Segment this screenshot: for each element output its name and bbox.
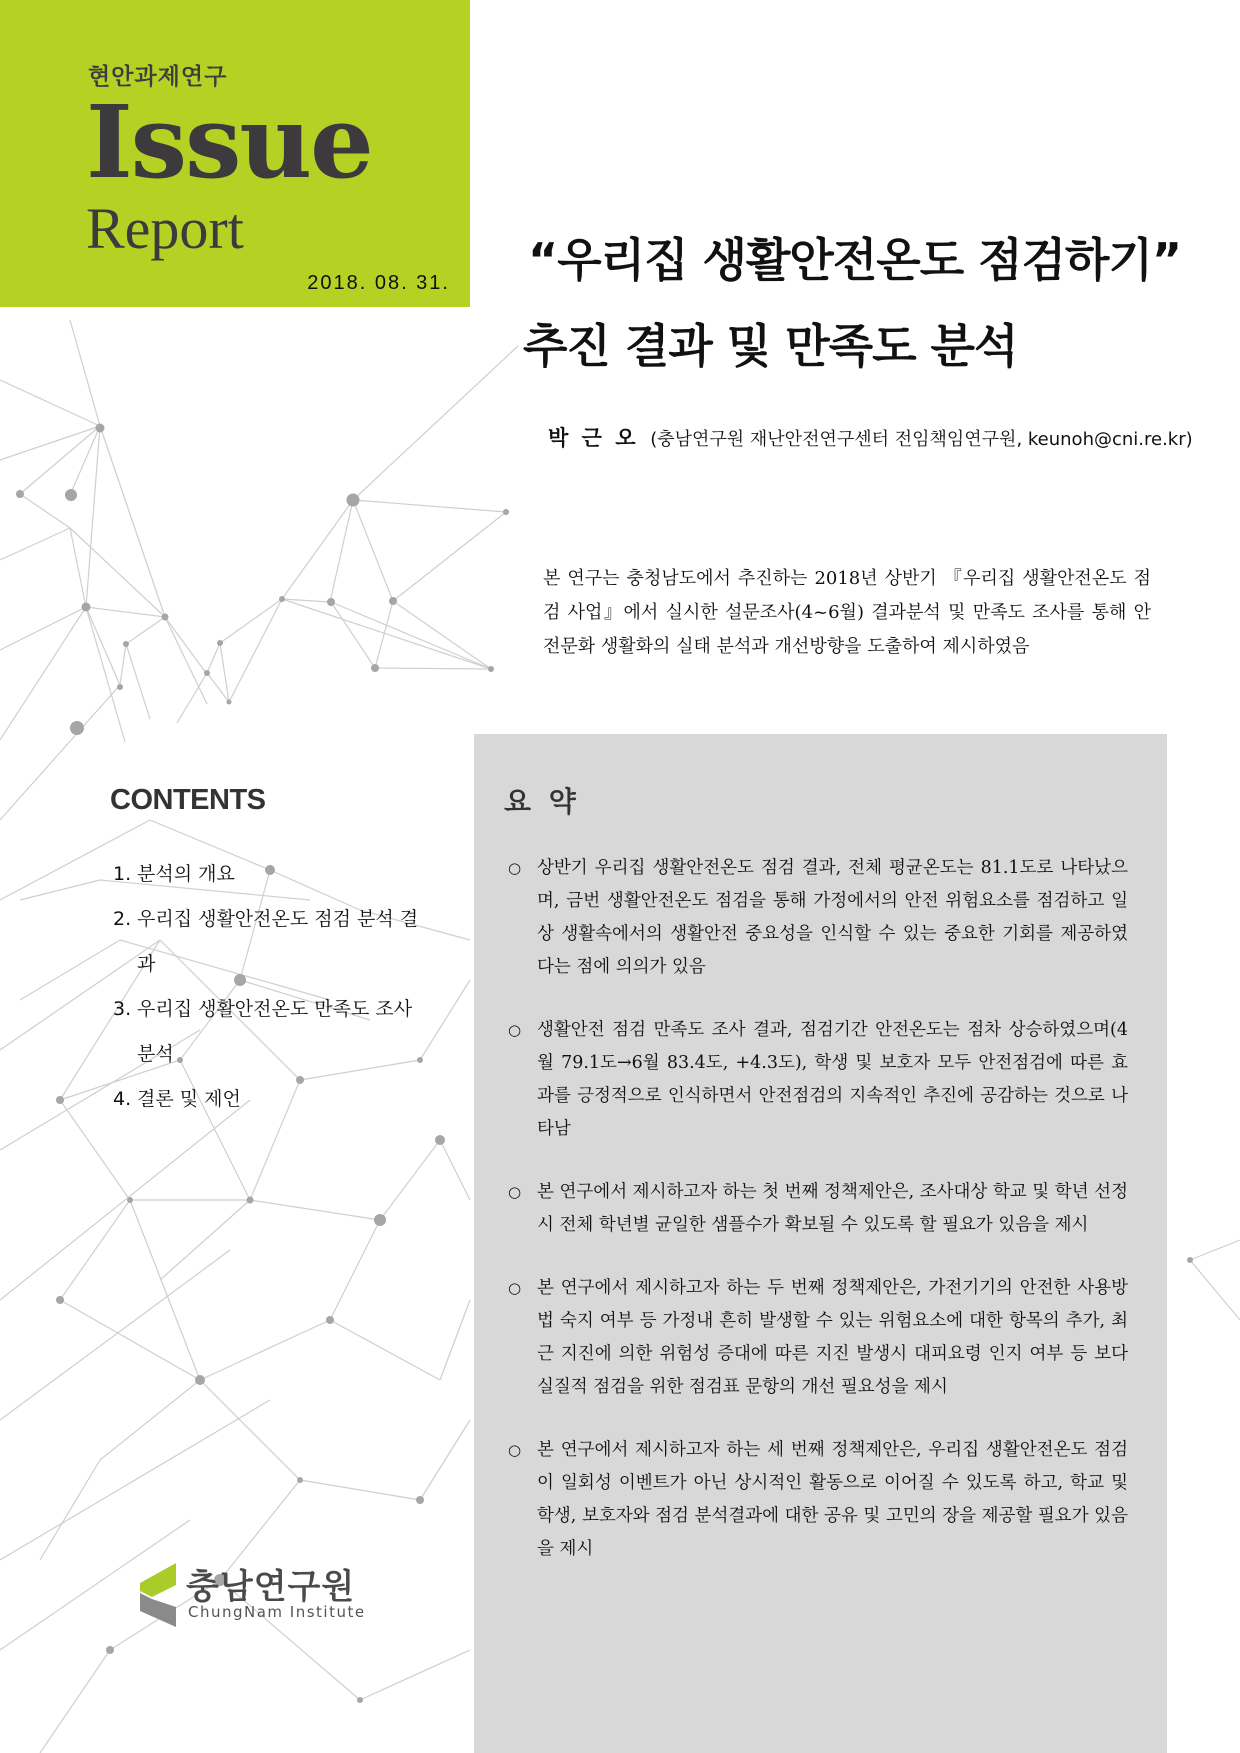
issue-report-masthead — [0, 0, 470, 307]
circle-bullet-icon: ○ — [508, 1441, 522, 1459]
summary-panel — [474, 734, 1167, 1753]
circle-bullet-icon: ○ — [508, 1183, 522, 1201]
author-name: 박 근 오 — [548, 426, 639, 450]
summary-item-text: 상반기 우리집 생활안전온도 점검 결과, 전체 평균온도는 81.1도로 나타났으며, 금번 생활안전온도 점검을 통해 가정에서의 안전 위험요소를 점검하고 일상 생활속에서의 생활안전 중요성을 인식할 수 있는 중요한 기회를 제공하였다는 점에 의의가 있음 — [537, 858, 1128, 977]
summary-list — [508, 852, 1128, 1596]
summary-item — [508, 852, 1128, 984]
circle-bullet-icon: ○ — [508, 859, 522, 877]
circle-bullet-icon: ○ — [508, 1021, 522, 1039]
toc-item[interactable] — [113, 1077, 433, 1122]
toc-item-number: 3. — [113, 998, 132, 1020]
circle-bullet-icon: ○ — [508, 1279, 522, 1297]
author-affiliation: (충남연구원 재난안전연구센터 전임책임연구원, keunoh@cni.re.kr) — [650, 429, 1193, 450]
summary-item-text: 본 연구에서 제시하고자 하는 첫 번째 정책제안은, 조사대상 학교 및 학년 선정시 전체 학년별 균일한 샘플수가 확보될 수 있도록 할 필요가 있음을 제시 — [537, 1182, 1128, 1235]
summary-item-text: 본 연구에서 제시하고자 하는 세 번째 정책제안은, 우리집 생활안전온도 점검이 일회성 이벤트가 아닌 상시적인 활동으로 이어질 수 있도록 하고, 학교 및 학생, 보호자와 점검 분석결과에 대한 공유 및 고민의 장을 제공할 필요가 있음을 제시 — [537, 1440, 1128, 1559]
chungnam-institute-logo — [140, 1563, 380, 1623]
toc-item[interactable] — [113, 987, 433, 1077]
summary-item — [508, 1014, 1128, 1146]
toc-item[interactable] — [113, 852, 433, 897]
summary-heading: 요 약 — [504, 785, 580, 818]
contents-heading: CONTENTS — [110, 784, 266, 816]
summary-item — [508, 1272, 1128, 1404]
report-title-line-1: “우리집 생활안전온도 점검하기” — [528, 233, 1182, 287]
summary-item — [508, 1434, 1128, 1566]
toc-item-number: 1. — [113, 863, 132, 885]
institute-name-english: ChungNam Institute — [188, 1603, 366, 1621]
publication-date: 2018. 08. 31. — [307, 272, 450, 294]
toc-item-number: 4. — [113, 1088, 132, 1110]
institute-logo-mark-icon — [140, 1563, 176, 1627]
institute-name-korean: 충남연구원 — [186, 1567, 356, 1607]
masthead-report: Report — [86, 196, 244, 261]
toc-item-label: 분석의 개요 — [137, 863, 235, 885]
toc-item[interactable] — [113, 897, 433, 987]
toc-item-label: 우리집 생활안전온도 만족도 조사 분석 — [137, 998, 413, 1065]
toc-item-label: 우리집 생활안전온도 점검 분석 결과 — [137, 908, 419, 975]
toc-item-number: 2. — [113, 908, 132, 930]
author-line — [548, 422, 1193, 452]
series-label: 현안과제연구 — [88, 64, 228, 90]
toc-item-label: 결론 및 제언 — [137, 1088, 241, 1110]
report-title-line-2: 추진 결과 및 만족도 분석 — [523, 319, 1018, 373]
summary-item-text: 생활안전 점검 만족도 조사 결과, 점검기간 안전온도는 점차 상승하였으며(4월 79.1도→6월 83.4도, +4.3도), 학생 및 보호자 모두 안전점검에 따른 효과를 긍정적으로 인식하면서 안전점검의 지속적인 추진에 공감하는 것으로 나타남 — [537, 1020, 1128, 1139]
summary-item-text: 본 연구에서 제시하고자 하는 두 번째 정책제안은, 가전기기의 안전한 사용방법 숙지 여부 등 가정내 흔히 발생할 수 있는 위험요소에 대한 항목의 추가, 최근 지진에 의한 위험성 증대에 따른 지진 발생시 대피요령 인지 여부 등 보다 실질적 점검을 위한 점검표 문항의 개선 필요성을 제시 — [537, 1278, 1128, 1397]
table-of-contents — [113, 852, 433, 1122]
summary-item — [508, 1176, 1128, 1242]
intro-paragraph: 본 연구는 충청남도에서 추진하는 2018년 상반기 『우리집 생활안전온도 점검 사업』에서 실시한 설문조사(4~6월) 결과분석 및 만족도 조사를 통해 안전문화 생활화의 실태 분석과 개선방향을 도출하여 제시하였음 — [543, 568, 1151, 657]
masthead-issue: Issue — [86, 83, 372, 201]
